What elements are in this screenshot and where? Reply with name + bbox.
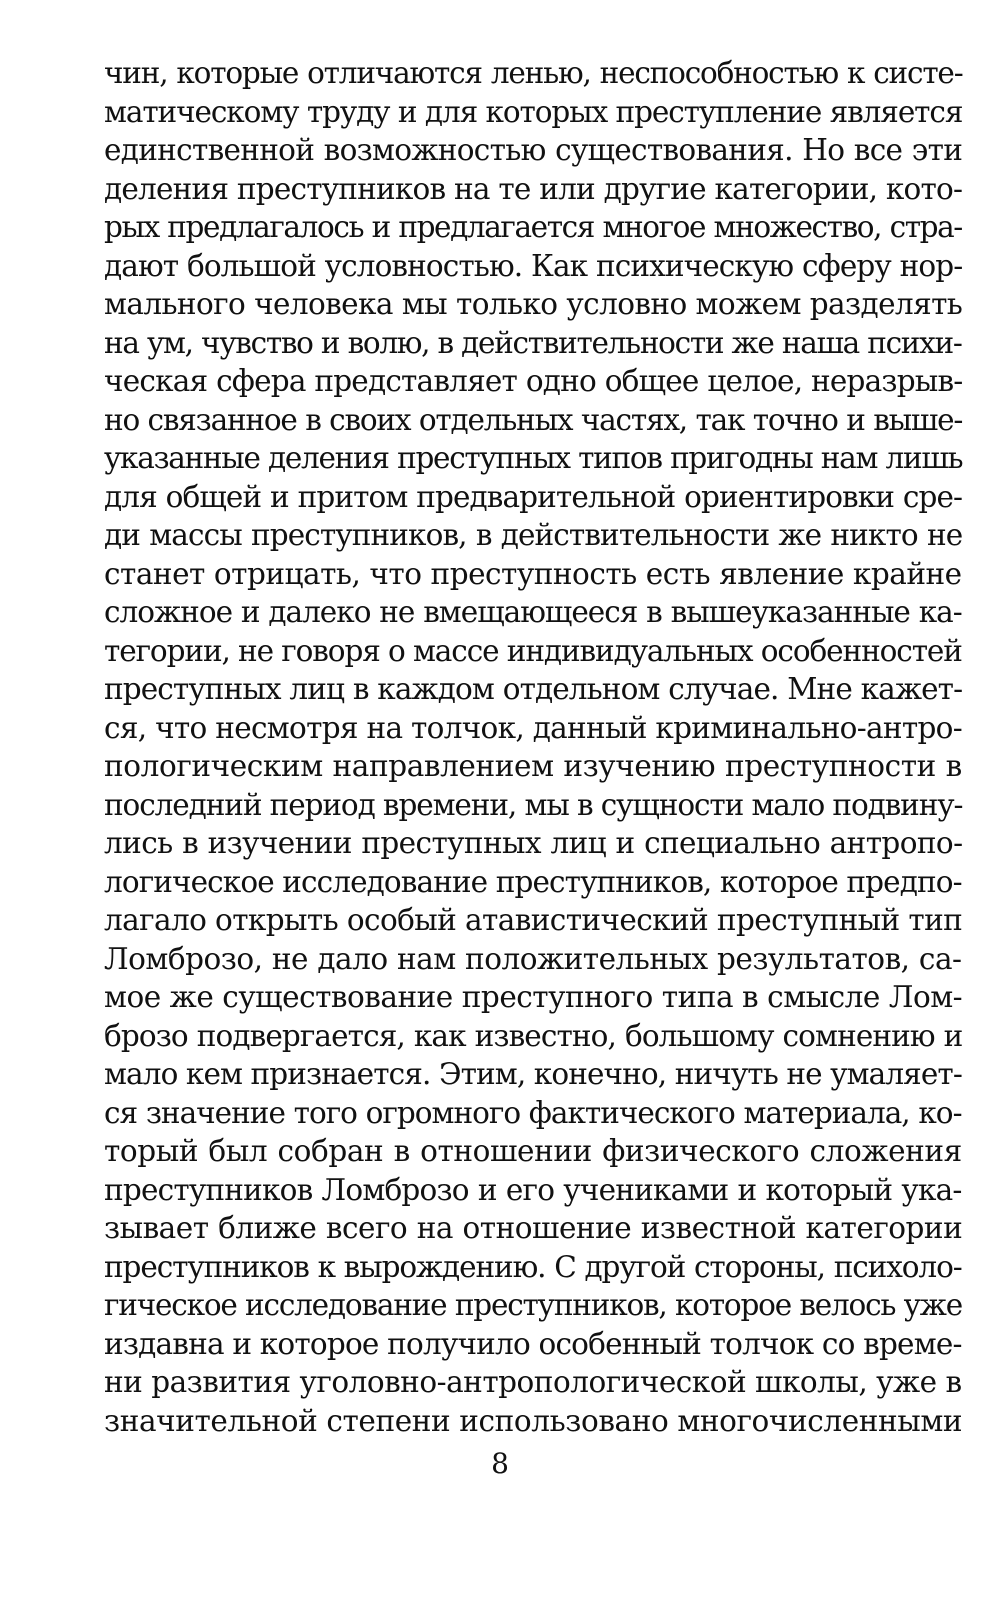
text-line: Ломброзо, не дало нам положительных результатов, са- — [104, 941, 962, 976]
text-line: торый был собран в отношении физического сложения — [104, 1134, 962, 1168]
text-line: ческая сфера представляет одно общее целое, неразрыв- — [104, 364, 963, 398]
text-line: сложное и далеко не вмещающееся в вышеуказанные ка- — [104, 595, 962, 629]
text-line: ди массы преступников, в действительности же никто не — [104, 518, 963, 552]
text-line: значительной степени использовано многочисленными — [104, 1403, 963, 1438]
text-line: дают большой условностью. Как психическую сферу нор- — [104, 248, 963, 283]
text-line: издавна и которое получило особенный толчок со време- — [104, 1326, 962, 1361]
text-line: последний период времени, мы в сущности мало подвину- — [104, 787, 963, 822]
text-line: ся, что несмотря на толчок, данный криминально-антро- — [104, 710, 962, 745]
text-line: тегории, не говоря о массе индивидуальных особенностей — [104, 633, 962, 668]
text-line: мало кем признается. Этим, конечно, ничуть не умаляет- — [104, 1057, 962, 1091]
text-line: деления преступников на те или другие категории, кото- — [104, 171, 963, 206]
text-line: лагало открыть особый атавистический преступный тип — [104, 903, 963, 937]
text-line: зывает ближе всего на отношение известной категории — [104, 1211, 963, 1245]
text-line: чин, которые отличаются ленью, неспособностью к систе- — [104, 56, 963, 90]
text-line: мального человека мы только условно можем разделять — [104, 287, 963, 321]
text-line: преступников к вырождению. С другой стороны, психоло- — [104, 1249, 962, 1284]
text-line: ни развития уголовно-антропологической школы, уже в — [104, 1365, 962, 1399]
text-line: но связанное в своих отдельных частях, так точно и выше- — [104, 402, 963, 437]
text-line: матическому труду и для которых преступление является — [104, 94, 963, 129]
text-line: указанные деления преступных типов пригодны нам лишь — [104, 441, 963, 475]
text-line: брозо подвергается, как известно, большому сомнению и — [104, 1018, 963, 1053]
text-line: лись в изучении преступных лиц и специально антропо- — [104, 826, 963, 860]
text-line: ся значение того огромного фактического материала, ко- — [104, 1095, 962, 1130]
body-text — [104, 54, 962, 1440]
page-number: 8 — [491, 1447, 509, 1480]
text-line: гическое исследование преступников, которое велось уже — [104, 1288, 963, 1322]
text-line: на ум, чувство и волю, в действительности же наша психи- — [104, 325, 962, 360]
text-line: для общей и притом предварительной ориентировки сре- — [104, 479, 963, 514]
text-line: единственной возможностью существования. Но все эти — [104, 133, 963, 167]
text-line: преступников Ломброзо и его учениками и который ука- — [104, 1172, 962, 1207]
text-line: рых предлагалось и предлагается многое множество, стра- — [104, 210, 962, 244]
text-line: мое же существование преступного типа в смысле Лом- — [104, 980, 963, 1014]
text-line: логическое исследование преступников, которое предпо- — [104, 864, 962, 899]
text-line: преступных лиц в каждом отдельном случае. Мне кажет- — [104, 672, 963, 706]
text-line: пологическим направлением изучению преступности в — [104, 749, 962, 783]
text-line: станет отрицать, что преступность есть явление крайне — [104, 556, 962, 591]
